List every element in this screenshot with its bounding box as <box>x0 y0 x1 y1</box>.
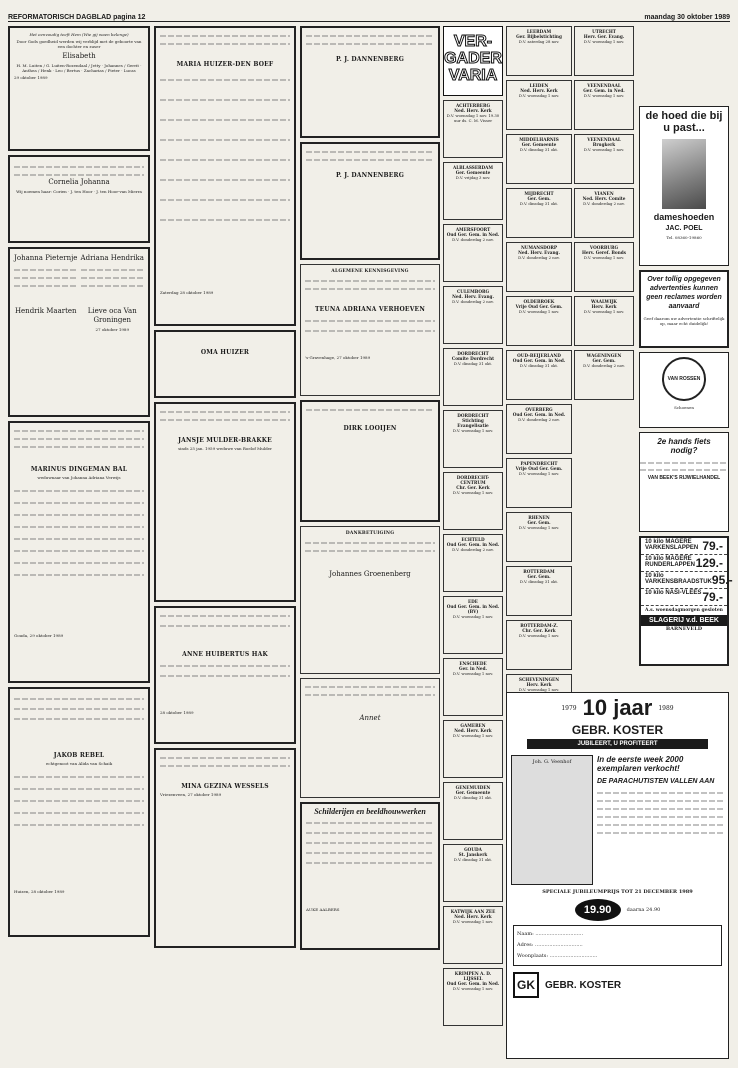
church-notice <box>443 410 503 468</box>
notice-heading: DANKBETUIGING <box>345 531 395 536</box>
price-row <box>641 538 727 555</box>
thanks-name: Johannes Groenenberg <box>329 570 411 578</box>
price-value: 79.- <box>702 539 723 553</box>
deceased-name: ANNE HUIBERTUS HAK <box>182 651 268 658</box>
church-denomination: Chr. Ger. Kerk <box>456 485 490 490</box>
deceased-name: TEUNA ADRIANA VERHOEVEN <box>314 306 426 313</box>
church-text: D.V. vrijdag 3 nov. <box>455 175 491 180</box>
church-denomination: Oud Ger. Gem. in Ned. <box>512 358 566 363</box>
ad-gebr-koster <box>506 692 729 1059</box>
ad-sub: Schoenen <box>674 405 694 410</box>
church-denomination: Ned. Herv. Kerk <box>520 88 558 93</box>
church-notice <box>506 350 572 400</box>
church-denomination: Ger. Gemeente <box>455 790 491 795</box>
church-place: LEIDEN <box>529 83 549 88</box>
church-text: D.V. zaterdag 28 nov. <box>518 39 560 44</box>
church-place: LEERDAM <box>526 29 552 34</box>
deceased-name: JAKOB REBEL <box>53 752 105 759</box>
birth-name: Annet <box>359 714 381 722</box>
church-notice <box>506 458 572 508</box>
church-place: GENEMUIDEN <box>455 785 491 790</box>
ad-sub: Geef daarom uw advertentie schriftelijk op, maar echt duidelijk! <box>643 316 725 326</box>
church-denomination: Ned. Herv. Kerk <box>454 108 492 113</box>
ad-van-rossen <box>639 352 729 428</box>
birth-name: Elisabeth <box>62 51 96 60</box>
church-notice <box>443 534 503 592</box>
church-denomination: Oud Ger. Gem. in Ned. <box>446 542 500 547</box>
normal-price: daarna 24.90 <box>626 907 661 913</box>
church-place: OUD-BEIJERLAND <box>517 353 561 358</box>
church-text: D.V. woensdag 1 nov. <box>452 671 494 676</box>
year-from: 1979 <box>561 704 577 712</box>
church-place: MIDDELHARNIS <box>519 137 559 142</box>
church-text: D.V. dinsdag 31 okt. <box>519 201 559 206</box>
church-place: ECHTELD <box>461 537 485 542</box>
deceased-name: P. J. DANNENBERG <box>335 172 405 179</box>
church-denomination: Oud Ger. Gem. in Ned. <box>446 981 500 986</box>
church-denomination: Brugkerk <box>592 142 616 147</box>
death-notice-gezina <box>154 748 296 948</box>
church-denomination: Comite Dordrecht <box>451 356 495 361</box>
church-text: D.V. donderdag 2 nov. <box>452 547 494 552</box>
church-notice <box>443 162 503 220</box>
church-place: DORDRECHT-CENTRUM <box>456 475 490 485</box>
church-text: D.V. woensdag 1 nov. <box>518 633 560 638</box>
field-label: Woonplaats: <box>517 953 549 959</box>
church-notice <box>443 782 503 840</box>
church-notice <box>506 242 572 292</box>
church-place: MIJDRECHT <box>524 191 554 196</box>
church-place: EDE <box>467 599 478 604</box>
ad-title: de hoed die bij u past... <box>645 110 723 134</box>
church-notice <box>506 80 572 130</box>
church-denomination: Ned. Herv. Evang. <box>518 250 560 255</box>
church-denomination: Herv. Kerk <box>591 304 617 309</box>
church-denomination: Vrije Oud Ger. Gem. <box>515 466 563 471</box>
church-notice <box>574 80 634 130</box>
church-place: RHENEN <box>528 515 550 520</box>
offer-price: 19.90 <box>575 899 621 921</box>
ad-schilderijen <box>300 802 440 950</box>
deceased-sub: echtgenoot van Alida van Schaik <box>45 761 113 766</box>
church-text: D.V. woensdag 1 nov. <box>518 93 560 98</box>
church-denomination: Ned. Herv. Kerk <box>454 728 492 733</box>
notice-heading: ALGEMENE KENNISGEVING <box>331 269 409 274</box>
church-notice <box>443 720 503 778</box>
birth-intro: Het eenvoudig teeft Hem (Wie gij waen belenge) <box>29 32 129 37</box>
church-text: D.V. woensdag 1 nov. <box>583 93 625 98</box>
header-left: REFORMATORISCH DAGBLAD pagina 12 <box>8 14 146 21</box>
church-text: D.V. donderdag 2 nov. <box>452 237 494 242</box>
church-denomination: Ger. Gem. in Ned. <box>583 88 625 93</box>
ad-brand: GEBR. KOSTER <box>545 979 622 991</box>
church-notice <box>506 404 572 454</box>
deceased-name: MARINUS DINGEMAN BAL <box>30 466 128 473</box>
ad-shop: VAN BEEK'S RIJWIELHANDEL <box>647 475 721 481</box>
column-3 <box>300 26 440 954</box>
church-text: D.V. woensdag 1 nov. <box>452 919 494 924</box>
church-notice <box>574 134 634 184</box>
church-place: GOUDA <box>464 847 482 852</box>
church-text: D.V. dinsdag 31 okt. <box>519 363 559 368</box>
church-denomination: Ger. Gemeente <box>521 142 557 147</box>
ad-brand: SLAGERIJ v.d. BEEK <box>641 615 727 626</box>
ad-dameshoeden <box>639 106 729 266</box>
church-place: KATWIJK AAN ZEE <box>450 909 496 914</box>
ad-slagerij <box>639 536 733 666</box>
ad-owner: JAC. POEL <box>665 225 703 232</box>
church-notice <box>574 26 634 76</box>
church-denomination: Ger. Bijbelstichting <box>516 34 562 39</box>
order-name-field[interactable]: Naam: .............................. <box>517 931 584 937</box>
church-notice <box>574 188 634 238</box>
church-denomination: Ger. Gemeente <box>455 170 491 175</box>
church-text: D.V. woensdag 1 nov. <box>583 255 625 260</box>
church-notice <box>574 242 634 292</box>
church-place: ROTTERDAM-Z. <box>520 623 558 628</box>
death-notice-anne <box>154 606 296 744</box>
death-date: 28 oktober 1989 <box>160 710 194 715</box>
birth-date: 27 oktober 1989 <box>95 327 129 332</box>
church-place: VEENENDAAL <box>587 137 621 142</box>
church-notice <box>574 296 634 346</box>
notice-dankbetuiging <box>300 526 440 674</box>
book-cover <box>511 755 593 885</box>
church-text: D.V. woensdag 1 nov. <box>518 471 560 476</box>
hat-photo <box>662 139 706 209</box>
birth-announcement-elisabeth <box>8 26 150 151</box>
header-right: maandag 30 oktober 1989 <box>644 14 730 21</box>
vergadervaria-title: VER- GADER VARIA <box>444 33 502 84</box>
deceased-name: DIRK LOOIJEN <box>343 425 397 432</box>
birth-announcement-pair <box>8 247 150 417</box>
column-2 <box>154 26 296 952</box>
birth-name: Johanna Pieternje <box>14 254 78 262</box>
church-place: ENSCHEDE <box>459 661 487 666</box>
church-place: AMERSFOORT <box>455 227 491 232</box>
death-date: Vriezenveen, 27 oktober 1989 <box>160 792 222 797</box>
ad-title: 2e hands fiets nodig? <box>657 437 711 455</box>
price-label: 10 kilo VARKENSBRAADSTUK <box>645 573 712 585</box>
ad-place: BARNEVELD <box>665 626 703 632</box>
church-place: OLDEBROEK <box>523 299 555 304</box>
church-denomination: Ned. Herv. Kerk <box>454 914 492 919</box>
church-place: ALBLASSERDAM <box>452 165 494 170</box>
church-place: CULEMBORG <box>456 289 490 294</box>
notice-annet <box>300 678 440 798</box>
order-place-field[interactable]: Woonplaats: .............................. <box>517 953 598 959</box>
death-notice-jansje <box>154 402 296 602</box>
notice-teuna <box>300 264 440 396</box>
church-place: KRIMPEN A. D. LIJSSEL <box>454 971 492 981</box>
book-title: DE PARACHUTISTEN VALLEN AAN <box>597 778 715 785</box>
ad-title: Over tollig opgegeven advertenties kunnen geen reclames worden aanvaard <box>646 276 722 310</box>
ad-band: JUBILEERT, U PROFITEERT <box>527 739 708 749</box>
church-notice <box>574 350 634 400</box>
price-label: 10 kilo MAGERE RUNDERLAPPEN <box>645 556 696 568</box>
church-text: D.V. donderdag 2 nov. <box>518 417 560 422</box>
year-to: 1989 <box>658 704 674 712</box>
church-text: D.V. dinsdag 31 okt. <box>453 857 493 862</box>
church-place: VIANEN <box>594 191 614 196</box>
birth-name: Adriana Hendrika <box>80 254 144 262</box>
notice-dannenberg-1 <box>300 26 440 138</box>
church-list-c <box>574 26 634 404</box>
church-text: D.V. woensdag 1 nov. <box>452 490 494 495</box>
deceased-name: P. J. DANNENBERG <box>335 56 405 63</box>
church-notice <box>443 968 503 1026</box>
church-place: VOORBURG <box>589 245 619 250</box>
church-text: D.V. woensdag 1 nov. <box>518 525 560 530</box>
ad-fiets <box>639 432 729 532</box>
church-text: D.V. woensdag 1 nov. 19.30 uur ds. C. M. Visser <box>446 113 500 123</box>
birth-text: Door Gods goedheid werden wij verblijd met de geboorte van een dochter en zuser <box>16 38 142 50</box>
death-notice-maria <box>154 26 296 326</box>
gk-logo: GK <box>513 972 539 998</box>
vergadervaria-logo <box>443 26 503 96</box>
order-form <box>513 925 722 966</box>
church-denomination: Oud Ger. Gem. in Ned. <box>446 232 500 237</box>
ad-brand: GEBR. KOSTER <box>571 723 664 737</box>
church-denomination: St. Janskerk <box>458 852 488 857</box>
church-place: DORDRECHT <box>457 413 489 418</box>
ad-sub: A.s. woensdagmorgen gesloten <box>645 608 723 613</box>
ad-brand: dameshoeden <box>653 212 715 222</box>
church-notice <box>443 906 503 964</box>
church-list-a <box>443 100 503 1030</box>
death-notice-marinus <box>8 421 150 683</box>
church-place: OVERBERG <box>525 407 553 412</box>
church-denomination: Herv. Geref. Bonds <box>581 250 627 255</box>
birth-parents: H. M. Luiten / G. Luiten-Rozendaal / Jetty · Johannes / Gerrit · Anthea / Henk · Leo / Bertus · Zacharias / Pieter · Lucas <box>16 62 142 74</box>
death-date: Huizen, 28 oktober 1989 <box>14 888 65 894</box>
church-text: D.V. woensdag 1 nov. <box>452 428 494 433</box>
church-notice <box>443 100 503 158</box>
birth-announcement-cornelia <box>8 155 150 243</box>
church-denomination: Ger. Gem. <box>527 574 551 579</box>
church-denomination: Ger. in Ned. <box>459 666 487 671</box>
church-notice <box>443 348 503 406</box>
field-label: Naam: <box>517 931 534 937</box>
death-date: 's-Gravenhage, 27 oktober 1989 <box>305 355 371 360</box>
ad-title: Schilderijen en beeldhouwwerken <box>314 807 426 816</box>
church-denomination: Oud Ger. Gem. in Ned. <box>512 412 566 417</box>
price-value: 79.- <box>702 590 723 604</box>
death-notice-jakob <box>8 687 150 937</box>
offer-text: SPECIALE JUBILEUMPRIJS TOT 21 DECEMBER 1989 <box>542 889 693 895</box>
church-place: GAMEREN <box>460 723 486 728</box>
deceased-name: OMA HUIZER <box>200 349 250 356</box>
church-notice <box>506 134 572 184</box>
notice-dannenberg-2 <box>300 142 440 260</box>
order-address-field[interactable]: Adres: .............................. <box>517 942 583 948</box>
death-date: Gouda, 29 oktober 1989 <box>14 632 64 638</box>
ad-headline: In de eerste week 2000 exemplaren verkocht! <box>597 755 684 773</box>
column-1 <box>8 26 150 941</box>
church-place: DORDRECHT <box>457 351 489 356</box>
birth-name: Hendrik Maarten <box>14 307 77 315</box>
church-place: ROTTERDAM <box>523 569 555 574</box>
church-text: D.V. woensdag 1 nov. <box>452 614 494 619</box>
church-text: D.V. woensdag 1 nov. <box>583 309 625 314</box>
church-text: D.V. dinsdag 31 okt. <box>519 579 559 584</box>
price-row <box>641 589 727 606</box>
church-denomination: Ger. Gem. <box>527 196 551 201</box>
church-denomination: Oud Ger. Gem. in Ned. (BV) <box>446 604 500 614</box>
church-text: D.V. woensdag 1 nov. <box>518 687 560 692</box>
ad-signature: AUKE AALBERS <box>306 907 340 912</box>
price-value: 95.- <box>711 573 733 587</box>
church-denomination: Ger. Gem. <box>527 520 551 525</box>
church-notice <box>443 286 503 344</box>
van-rossen-logo <box>662 357 706 401</box>
church-notice <box>506 566 572 616</box>
page-header <box>8 6 730 22</box>
death-notice-oma <box>154 330 296 398</box>
church-text: D.V. woensdag 1 nov. <box>452 986 494 991</box>
church-notice <box>506 26 572 76</box>
church-place: SCHEVENINGEN <box>518 677 560 682</box>
church-notice <box>506 620 572 670</box>
book-author: Joh. G. Veenhof <box>532 759 572 765</box>
church-notice <box>443 596 503 654</box>
church-place: UTRECHT <box>592 29 616 34</box>
birth-parents: Wij noemen haar: Corien · J. ten Hoor · J. ten Hoor-van Mierra <box>16 189 142 194</box>
deceased-name: MINA GEZINA WESSELS <box>181 783 269 790</box>
field-label: Adres: <box>517 942 534 948</box>
price-value: 129.- <box>695 556 723 570</box>
birth-name: Lieve oca Van Groningen <box>87 307 137 324</box>
church-text: D.V. donderdag 2 nov. <box>452 299 494 304</box>
church-denomination: Herv. Ger. Evang. <box>583 34 625 39</box>
ad-overtollig <box>639 270 729 348</box>
price-label: 10 kilo MAGERE VARKENSLAPPEN <box>645 539 699 551</box>
church-notice <box>506 188 572 238</box>
ad-phone: Tel. 08360-19860 <box>666 235 702 240</box>
church-notice <box>506 296 572 346</box>
price-row <box>641 555 727 572</box>
birth-name: Cornelia Johanna <box>48 178 110 186</box>
death-date: Zaterdag 28 oktober 1989 <box>160 290 214 295</box>
church-text: D.V. donderdag 2 nov. <box>518 255 560 260</box>
ad-brand: VAN ROSSEN <box>667 376 701 382</box>
church-denomination: Ned. Herv. Comite <box>582 196 626 201</box>
church-text: D.V. woensdag 1 nov. <box>452 733 494 738</box>
notice-dirk <box>300 400 440 522</box>
church-denomination: Stichting Evangelisatie <box>457 418 489 428</box>
deceased-sub: weduwnaar van Johanna Adriana Verwijs <box>37 475 121 480</box>
deceased-sub: sinds 25 jan. 1959 weduwe van Roelof Mulder <box>178 446 272 451</box>
price-label: 10 kilo NASI-VLEES <box>645 590 702 596</box>
church-notice <box>443 472 503 530</box>
church-notice <box>443 224 503 282</box>
church-text: D.V. dinsdag 31 okt. <box>519 147 559 152</box>
church-place: PAPENDRECHT <box>520 461 558 466</box>
church-text: D.V. woensdag 1 nov. <box>583 147 625 152</box>
church-denomination: Ned. Herv. Evang. <box>452 294 494 299</box>
deceased-name: MARIA HUIZER-DEN BOEF <box>176 61 274 68</box>
church-text: D.V. donderdag 2 nov. <box>583 201 625 206</box>
birth-date: 29 oktober 1989 <box>14 74 48 80</box>
church-denomination: Vrije Oud Ger. Gem. <box>515 304 563 309</box>
church-text: D.V. dinsdag 31 okt. <box>453 361 493 366</box>
church-text: D.V. woensdag 1 nov. <box>518 309 560 314</box>
church-place: VEENENDAAL <box>587 83 621 88</box>
church-text: D.V. woensdag 1 nov. <box>583 39 625 44</box>
church-text: D.V. dinsdag 31 okt. <box>453 795 493 800</box>
church-place: WAGENINGEN <box>586 353 622 358</box>
church-place: NUMANSDORP <box>520 245 558 250</box>
price-row <box>641 572 733 589</box>
church-notice <box>506 512 572 562</box>
church-text: D.V. donderdag 2 nov. <box>583 363 625 368</box>
church-place: WAALWIJK <box>591 299 617 304</box>
church-place: ACHTERBERG <box>455 103 491 108</box>
jubilee-years: 10 jaar <box>582 695 653 720</box>
church-notice <box>443 658 503 716</box>
church-denomination: Chr. Ger. Kerk <box>522 628 556 633</box>
deceased-name: JANSJE MULDER-BRAKKE <box>178 437 272 444</box>
church-notice <box>443 844 503 902</box>
church-denomination: Ger. Gem. <box>592 358 616 363</box>
church-denomination: Herv. Kerk <box>526 682 552 687</box>
